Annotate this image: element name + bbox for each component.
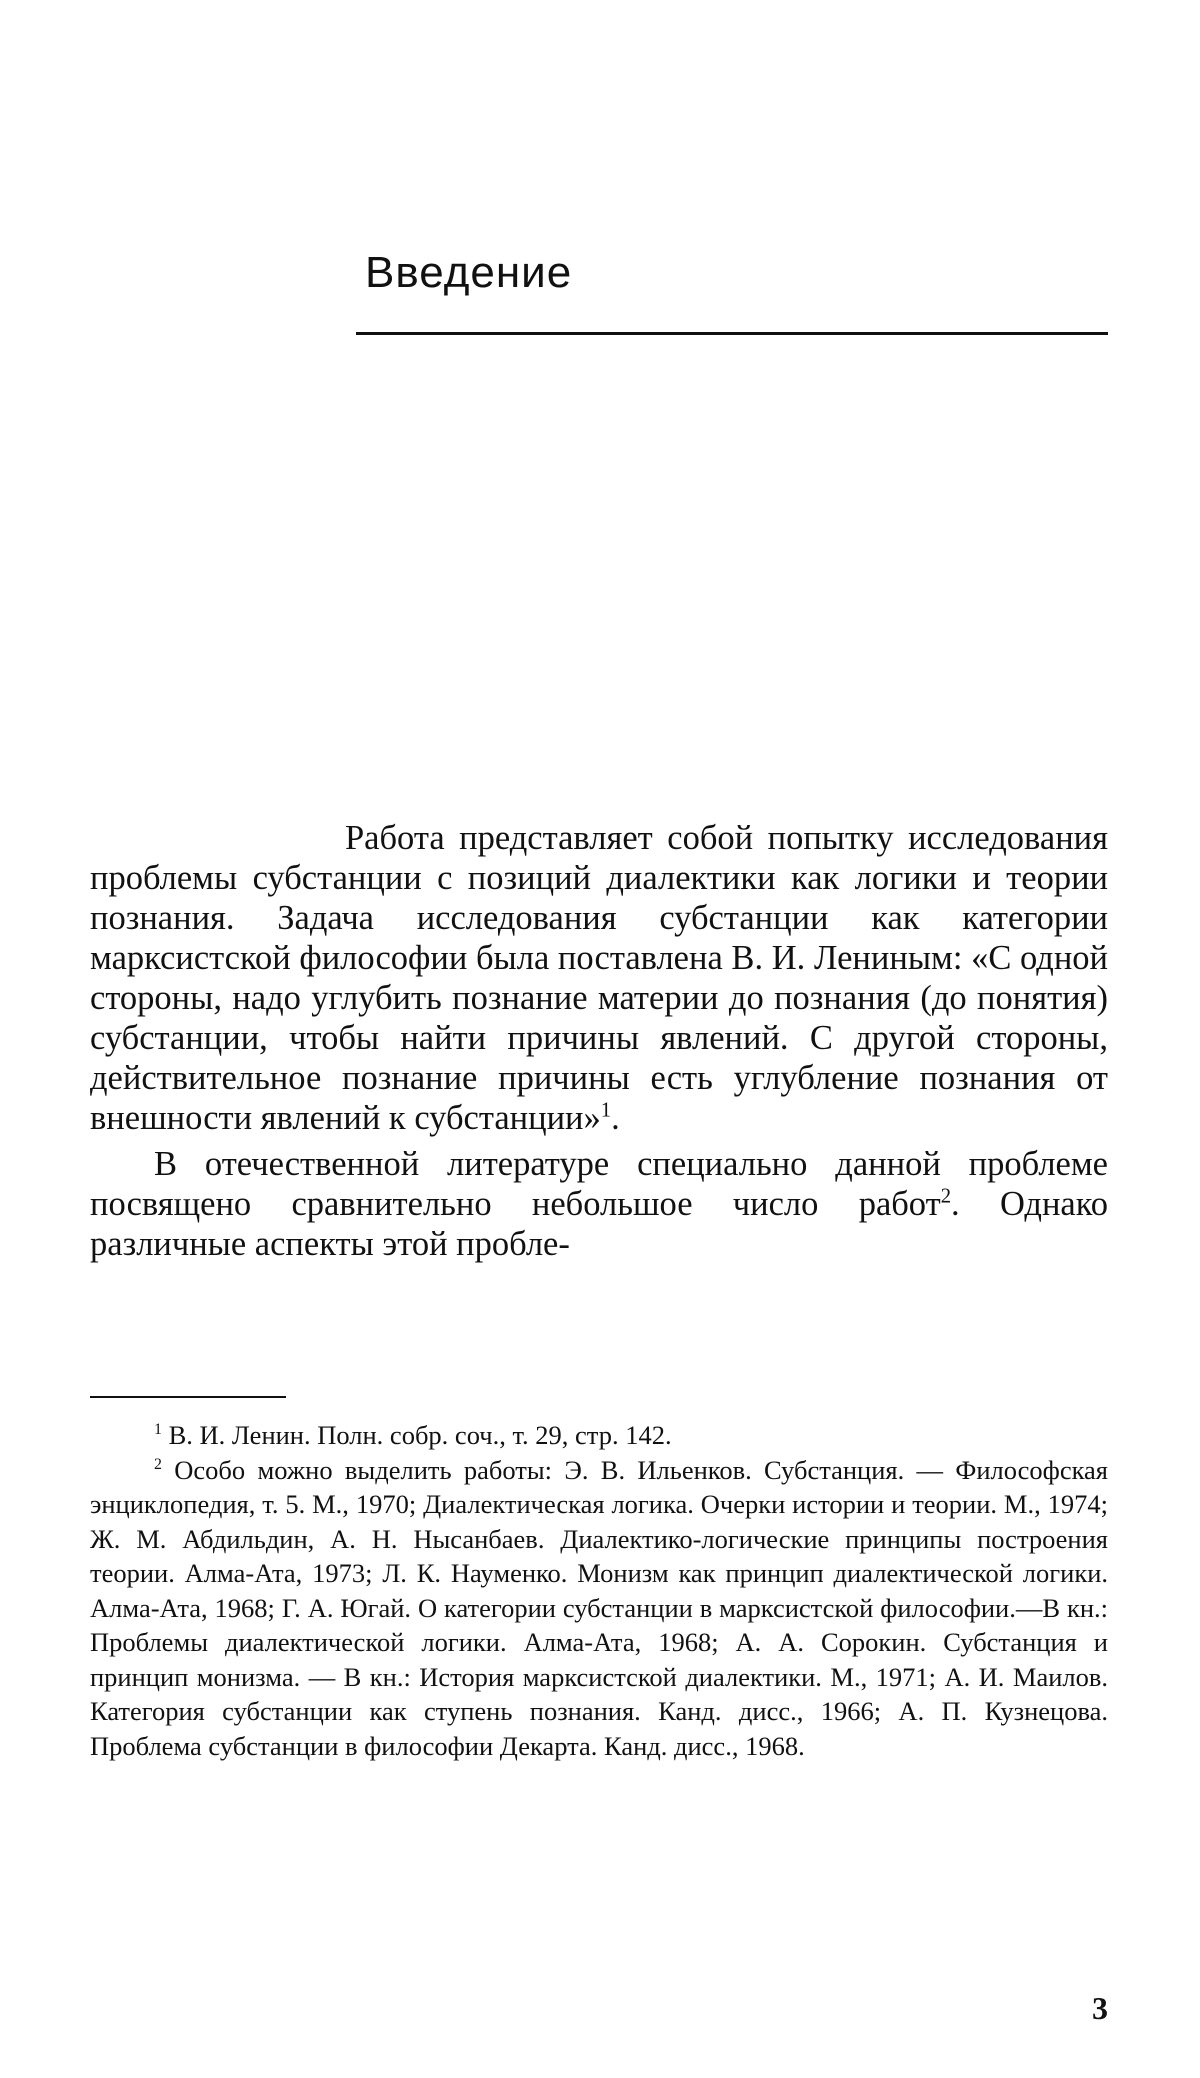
title-rule xyxy=(356,332,1108,335)
footnote-2-text: Особо можно выделить работы: Э. В. Ильенков. Субстанция. — Философская энциклопедия, т. 5. М., 1970; Диалектическая логика. Очерки истории и теории. М., 1974; Ж. М. Абдильдин, А. Н. Нысанбаев. Диалектико-логические принципы построения теории. Алма-Ата, 1973; Л. К. Науменко. Монизм как принцип диалектической логики. Алма-Ата, 1968; Г. А. Югай. О категории субстанции в марксистской философии.—В кн.: Проблемы диалектической логики. Алма-Ата, 1968; А. А. Сорокин. Субстанция и принцип монизма. — В кн.: История марксистской диалектики. М., 1971; А. И. Маилов. Категория субстанции как ступень познания. Канд. дисс., 1966; А. П. Кузнецова. Проблема субстанции в философии Декарта. Канд. дисс., 1968. xyxy=(90,1454,1109,1761)
body-text xyxy=(90,818,1108,1264)
footnote-ref-1: 1 xyxy=(600,1099,612,1122)
paragraph-2-continuation: . Однако различные аспекты этой пробле- xyxy=(90,1185,1108,1263)
paragraph-1: Работа представляет собой попытку исследования проблемы субстанции с позиций диалектики как логики и теории познания. Задача исследования субстанции как категории марксистской философии была поставлена В. И. Лениным: «С одной стороны, надо углубить познание материи до познания (до понятия) субстанции, чтобы найти причины явлений. С другой стороны, действительное познание причины есть углубление познания от внешности явлений к субстанции»$^1$. xyxy=(90,819,1108,1137)
footnote-1-text: В. И. Ленин. Полн. собр. соч., т. 29, стр. 142. xyxy=(168,1420,672,1450)
chapter-title: Введение xyxy=(365,248,573,297)
footnote-1 xyxy=(90,1418,1108,1453)
paragraph-1-text: Работа представляет собой попытку исследования проблемы субстанции с позиций диалектики как логики и теории познания. Задача исследования субстанции как категории марксистской философии была поставлена В. И. Лениным: «С одной стороны, надо углубить познание материи до познания (до понятия) субстанции, чтобы найти причины явлений. С другой стороны, действительное познание причины есть углубление познания от внешности явлений к субстанции» xyxy=(90,819,1108,1137)
paragraph-2 xyxy=(90,1144,1108,1264)
page-number: 3 xyxy=(1092,1990,1108,2026)
footnote-2 xyxy=(90,1453,1108,1764)
footnote-mark-2: 2 xyxy=(154,1455,162,1473)
footnote-rule xyxy=(90,1396,286,1398)
footnote-ref-2: 2 xyxy=(940,1185,952,1208)
paragraph-2-text: В отечественной литературе специально данной проблеме посвящено сравнительно небольшое число работ xyxy=(90,1145,1108,1223)
footnotes xyxy=(90,1418,1108,1763)
footnote-mark-1: 1 xyxy=(154,1421,162,1439)
